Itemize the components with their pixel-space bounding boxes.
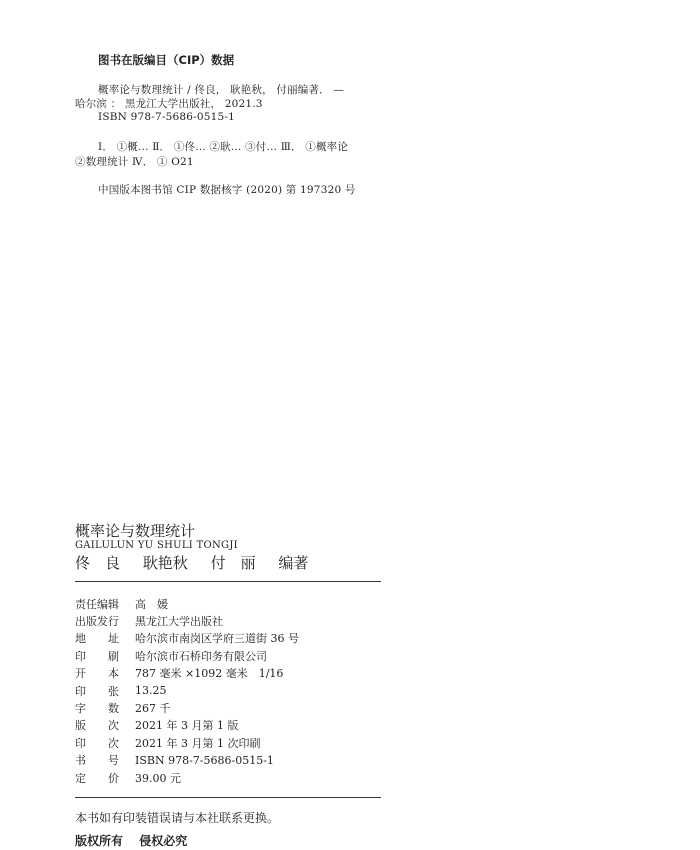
author: 付 丽: [210, 554, 256, 572]
info-row: [75, 630, 299, 647]
divider-bottom: [75, 797, 381, 798]
author: 佟 良: [75, 554, 121, 572]
info-value: 39.00 元: [135, 771, 181, 785]
info-label: 印 张: [75, 684, 119, 698]
cip-line: ISBN 978-7-5686-0515-1: [98, 111, 236, 123]
book-authors: [75, 552, 326, 573]
info-value: 哈尔滨市南岗区学府三道街 36 号: [135, 632, 299, 646]
info-value: 13.25: [135, 684, 167, 698]
info-row: [75, 717, 299, 734]
info-label: 字 数: [75, 702, 119, 716]
book-title: 概率论与数理统计: [75, 522, 196, 540]
info-value: ISBN 978-7-5686-0515-1: [135, 753, 274, 767]
info-label: 书 号: [75, 754, 119, 768]
infringement-warning: 侵权必究: [139, 834, 188, 848]
cip-title: 图书在版编目（CIP）数据: [98, 53, 235, 67]
info-row: [75, 665, 299, 682]
info-label: 版 次: [75, 719, 119, 733]
info-label: 地 址: [75, 632, 119, 646]
info-label: 定 价: [75, 771, 119, 785]
info-value: 787 毫米 ×1092 毫米 1/16: [135, 667, 284, 681]
cip-line: 概率论与数理统计 / 佟良， 耿艳秋， 付丽编著． —: [98, 84, 345, 96]
rights-reserved: 版权所有: [75, 834, 124, 848]
info-row: [75, 699, 299, 716]
divider-top: [75, 581, 381, 582]
info-value: 高 媛: [135, 597, 168, 611]
info-row: [75, 612, 299, 629]
cip-line: ②数理统计 Ⅳ． ① O21: [75, 156, 194, 168]
info-value: 2021 年 3 月第 1 次印刷: [135, 736, 261, 750]
info-label: 责任编辑: [75, 597, 119, 611]
info-value: 黑龙江大学出版社: [135, 615, 223, 629]
info-value: 哈尔滨市石桥印务有限公司: [135, 649, 267, 663]
author: 耿艳秋: [142, 554, 188, 572]
info-row: [75, 769, 299, 786]
info-label: 印 次: [75, 736, 119, 750]
info-value: 267 千: [135, 702, 171, 716]
cip-line: Ⅰ． ①概… Ⅱ． ①佟… ②耿… ③付… Ⅲ． ①概率论: [98, 141, 349, 153]
info-row: [75, 734, 299, 751]
info-label: 出版发行: [75, 615, 119, 629]
info-row: [75, 682, 299, 699]
info-value: 2021 年 3 月第 1 版: [135, 719, 239, 733]
copyright-notice: [75, 832, 199, 849]
info-row: [75, 595, 299, 612]
cip-line: 哈尔滨 ： 黑龙江大学出版社， 2021.3: [75, 98, 263, 110]
publication-info: [75, 595, 299, 786]
cip-line: 中国版本图书馆 CIP 数据核字 (2020) 第 197320 号: [98, 184, 356, 196]
info-row: [75, 647, 299, 664]
info-row: [75, 752, 299, 769]
book-pinyin: GAILULUN YU SHULI TONGJI: [75, 540, 238, 551]
misprint-notice: 本书如有印装错误请与本社联系更换。: [75, 811, 280, 825]
info-label: 印 刷: [75, 649, 119, 663]
author-role: 编著: [278, 554, 309, 572]
info-label: 开 本: [75, 667, 119, 681]
